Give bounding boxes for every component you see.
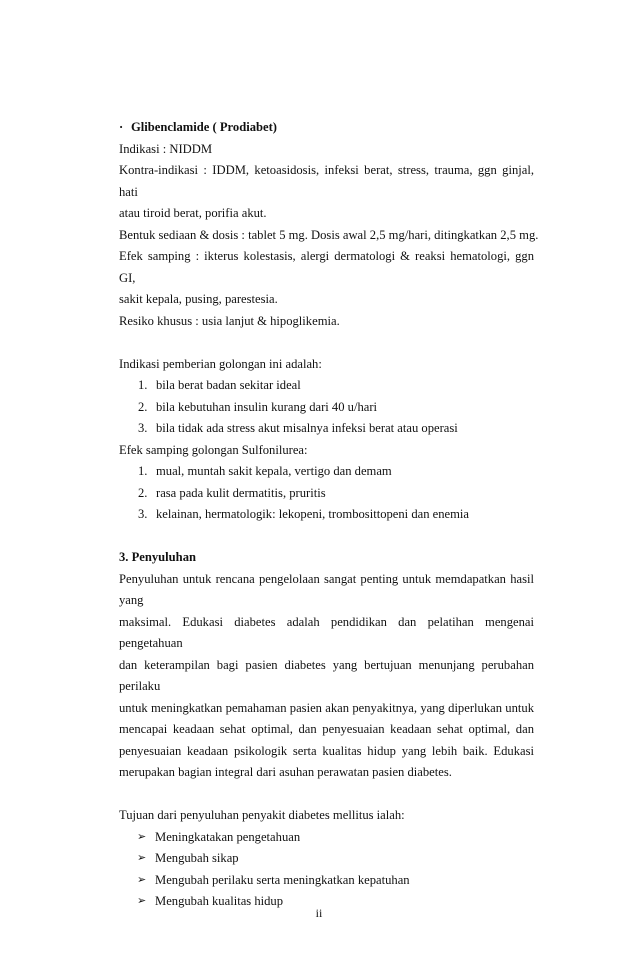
- text-line: untuk meningkatkan pemahaman pasien akan penyakitnya, yang diperlukan untuk: [119, 700, 534, 715]
- list-item: [119, 827, 534, 849]
- arrow-bullet-icon: ➢: [137, 873, 147, 886]
- text-line: merupakan bagian integral dari asuhan perawatan pasien diabetes.: [119, 765, 452, 779]
- tujuan-list: [119, 827, 534, 913]
- list-item-text: Meningkatakan pengetahuan: [155, 829, 301, 844]
- text-line: atau tiroid berat, porifia akut.: [119, 206, 267, 220]
- text-line: mencapai keadaan sehat optimal, dan penyesuaian keadaan sehat optimal, dan: [119, 722, 534, 736]
- paragraph-gap: [119, 526, 534, 548]
- text-line: Bentuk sediaan & dosis : tablet 5 mg. Dosis awal 2,5 mg/hari, ditingkatkan 2,5 mg.: [119, 227, 539, 242]
- text-line: sakit kepala, pusing, parestesia.: [119, 292, 278, 306]
- arrow-bullet-icon: ➢: [137, 895, 147, 907]
- efek-heading: Efek samping golongan Sulfonilurea:: [119, 442, 308, 457]
- text-line: maksimal. Edukasi diabetes adalah pendidikan dan pelatihan mengenai pengetahuan: [119, 614, 534, 650]
- list-item: [119, 504, 534, 526]
- list-item: [119, 461, 534, 483]
- text-line: Resiko khusus : usia lanjut & hipoglikemia.: [119, 313, 340, 328]
- efek-list: [119, 461, 534, 526]
- text-line: Kontra-indikasi : IDDM, ketoasidosis, infeksi berat, stress, trauma, ggn ginjal, hati: [119, 163, 534, 199]
- list-item-text: Mengubah kualitas hidup: [155, 894, 284, 908]
- indikasi-list: [119, 375, 534, 440]
- list-item-text: mual, muntah sakit kepala, vertigo dan demam: [156, 464, 392, 478]
- list-item: [119, 418, 534, 440]
- paragraph-gap: [119, 784, 534, 806]
- section-title-text: Glibenclamide ( Prodiabet): [131, 120, 277, 134]
- document-page: [119, 117, 539, 913]
- list-item-text: bila kebutuhan insulin kurang dari 40 u/hari: [156, 399, 378, 414]
- text-line: Penyuluhan untuk rencana pengelolaan sangat penting untuk memdapatkan hasil yang: [119, 571, 534, 607]
- list-number: 1.: [138, 464, 148, 478]
- list-item-text: bila tidak ada stress akut misalnya infeksi berat atau operasi: [156, 421, 458, 435]
- list-item: [119, 375, 534, 397]
- list-item-text: bila berat badan sekitar ideal: [156, 378, 301, 392]
- tujuan-heading: Tujuan dari penyuluhan penyakit diabetes mellitus ialah:: [119, 808, 405, 822]
- text-line: Indikasi : NIDDM: [119, 141, 213, 156]
- list-item-text: Mengubah perilaku serta meningkatkan kepatuhan: [155, 872, 410, 887]
- text-line: Efek samping : ikterus kolestasis, alergi dermatologi & reaksi hematologi, ggn GI,: [119, 249, 534, 285]
- list-number: 2.: [138, 485, 148, 500]
- list-item-text: kelainan, hermatologik: lekopeni, trombosittopeni dan enemia: [156, 507, 470, 521]
- list-item: [119, 848, 534, 870]
- text-line: penyesuaian keadaan psikologik serta kualitas hidup yang lebih baik. Edukasi: [119, 743, 534, 758]
- text-line: dan keterampilan bagi pasien diabetes yang bertujuan menunjang perubahan perilaku: [119, 657, 534, 693]
- list-item-text: Mengubah sikap: [155, 851, 239, 865]
- list-number: 3.: [138, 421, 148, 435]
- section-title-penyuluhan: 3. Penyuluhan: [119, 550, 196, 564]
- arrow-bullet-icon: ➢: [137, 852, 147, 864]
- bullet-dot-icon: ·: [119, 120, 124, 134]
- list-number: 2.: [138, 399, 148, 414]
- list-item: [119, 397, 534, 419]
- list-number: 3.: [138, 507, 148, 521]
- list-item-text: rasa pada kulit dermatitis, pruritis: [156, 485, 326, 500]
- list-item: [119, 870, 534, 892]
- page-number: ii: [315, 906, 323, 920]
- arrow-bullet-icon: ➢: [137, 830, 147, 843]
- list-number: 1.: [138, 378, 148, 392]
- section-title-glibenclamide: [119, 117, 534, 139]
- indikasi-heading: Indikasi pemberian golongan ini adalah:: [119, 356, 322, 371]
- paragraph-gap: [119, 332, 534, 354]
- list-item: [119, 483, 534, 505]
